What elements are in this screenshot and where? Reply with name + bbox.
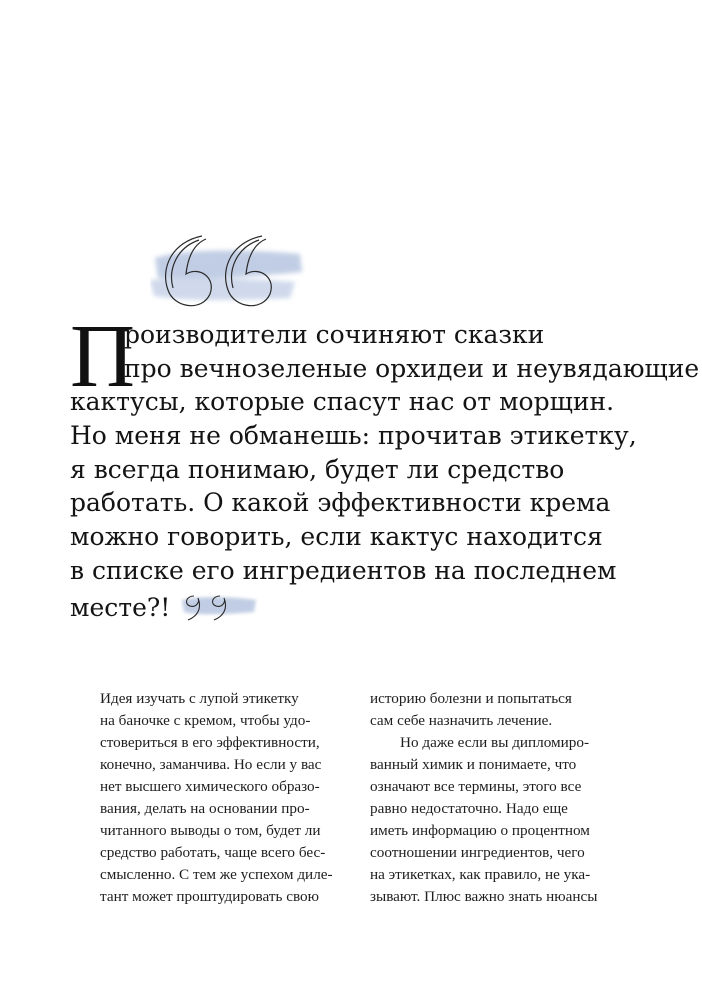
closing-quote-icon	[180, 588, 260, 622]
body-line: иметь информацию о процентном	[370, 822, 590, 839]
quote-line: роизводители сочиняют сказки	[124, 320, 545, 349]
quote-line: в списке его ингредиентов на последнем	[70, 555, 617, 585]
body-line: на баночке с кремом, чтобы удо-	[100, 712, 311, 729]
body-line: тант может проштудировать свою	[100, 888, 319, 905]
body-column-left	[100, 688, 362, 908]
body-line: зывают. Плюс важно знать нюансы	[370, 888, 598, 905]
body-line: историю болезни и попытаться	[370, 690, 572, 707]
opening-quote-icon	[150, 228, 310, 318]
body-line: читанного выводы о том, будет ли	[100, 822, 321, 839]
body-line: стовериться в его эффективности,	[100, 734, 320, 751]
body-column-right	[370, 688, 632, 908]
body-line: сам себе назначить лечение.	[370, 712, 553, 729]
body-line: конечно, заманчива. Но если у вас	[100, 756, 322, 773]
quote-line: Но меня не обманешь: прочитав этикетку,	[70, 421, 637, 451]
quote-line: работать. О какой эффективности крема	[70, 488, 611, 518]
dropcap-letter: П	[70, 307, 135, 406]
body-line: ванный химик и понимаете, что	[370, 756, 577, 773]
quote-line-last	[70, 588, 670, 622]
body-line: Но даже если вы дипломиро-	[400, 734, 590, 751]
quote-line: можно говорить, если кактус находится	[70, 522, 603, 552]
body-line: средство работать, чаще всего бес-	[100, 844, 326, 861]
quote-line: я всегда понимаю, будет ли средство	[70, 454, 565, 484]
pull-quote	[70, 307, 700, 622]
body-line: равно недостаточно. Надо еще	[370, 800, 568, 817]
body-line: смысленно. С тем же успехом диле-	[100, 866, 333, 883]
body-line: означают все термины, этого все	[370, 778, 582, 795]
body-line: соотношении ингредиентов, чего	[370, 844, 585, 861]
body-line: на этикетках, как правило, не ука-	[370, 866, 591, 883]
quote-line: про вечнозеленые орхидеи и неувядающие	[124, 353, 700, 383]
quote-line: кактусы, которые спасут нас от морщин.	[70, 387, 615, 417]
body-line: нет высшего химического образо-	[100, 778, 320, 795]
body-line: Идея изучать с лупой этикетку	[100, 690, 299, 707]
quote-last-text: месте?!	[70, 592, 171, 622]
body-line: вания, делать на основании про-	[100, 800, 310, 817]
